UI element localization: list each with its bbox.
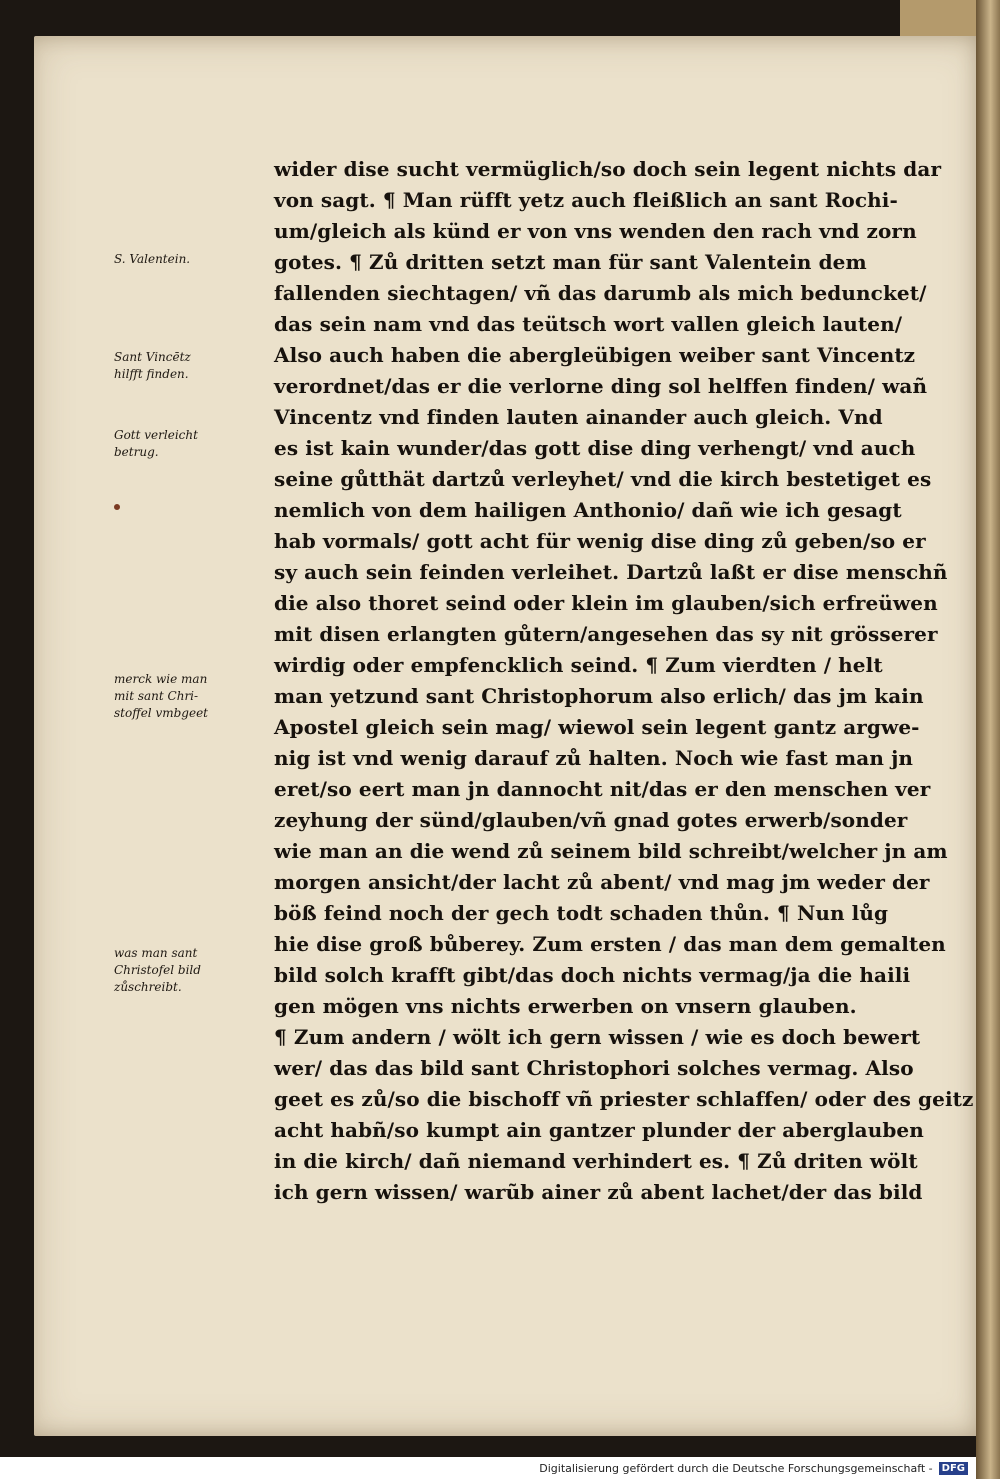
text-line: gotes. ¶ Zů dritten setzt man für sant Valentein dem xyxy=(274,250,867,274)
text-line: nig ist vnd wenig darauf zů halten. Noch wie fast man jn xyxy=(274,746,914,770)
text-line: Apostel gleich sein mag/ wiewol sein legent gantz argwe- xyxy=(274,715,920,739)
text-line: um/gleich als künd er von vns wenden den rach vnd zorn xyxy=(274,219,917,243)
text-line: fallenden siechtagen/ vñ das darumb als mich beduncket/ xyxy=(274,281,927,305)
main-text-block xyxy=(274,154,994,1208)
text-line: seine gůtthät dartzů verleyhet/ vnd die kirch bestetiget es xyxy=(274,467,932,491)
text-line: nemlich von dem hailigen Anthonio/ dañ wie ich gesagt xyxy=(274,498,902,522)
text-line: hie dise groß bůberey. Zum ersten / das man dem gemalten xyxy=(274,932,946,956)
ink-spot xyxy=(114,504,120,510)
text-line: von sagt. ¶ Man rüfft yetz auch fleißlich an sant Rochi- xyxy=(274,188,898,212)
text-line: man yetzund sant Christophorum also erlich/ das jm kain xyxy=(274,684,924,708)
text-line: eret/so eert man jn dannocht nit/das er den menschen ver xyxy=(274,777,931,801)
text-line: ¶ Zum andern / wölt ich gern wissen / wie es doch bewert xyxy=(274,1025,921,1049)
margin-note-bild: was man sant Christofel bild zůschreibt. xyxy=(114,946,201,994)
text-line: Vincentz vnd finden lauten ainander auch gleich. Vnd xyxy=(274,405,883,429)
text-line: sy auch sein feinden verleihet. Dartzů laßt er dise menschñ xyxy=(274,560,948,584)
text-line: hab vormals/ gott acht für wenig dise ding zů geben/so er xyxy=(274,529,926,553)
text-line: in die kirch/ dañ niemand verhindert es. ¶ Zů driten wölt xyxy=(274,1149,918,1173)
text-line: es ist kain wunder/das gott dise ding verhengt/ vnd auch xyxy=(274,436,916,460)
margin-note-valentein: S. Valentein. xyxy=(114,252,191,266)
margin-note-vincentz: Sant Vincētz hilfft finden. xyxy=(114,350,191,381)
text-line: ich gern wissen/ warũb ainer zů abent lachet/der das bild xyxy=(274,1180,923,1204)
text-line: wider dise sucht vermüglich/so doch sein legent nichts dar xyxy=(274,157,942,181)
margin-note-betrug: Gott verleicht betrug. xyxy=(114,428,198,459)
text-line: mit disen erlangten gůtern/angesehen das sy nit grösserer xyxy=(274,622,938,646)
text-line: bild solch krafft gibt/das doch nichts vermag/ja die haili xyxy=(274,963,911,987)
text-line: böß feind noch der gech todt schaden thůn. ¶ Nun lůg xyxy=(274,901,889,925)
document-page xyxy=(34,36,984,1436)
text-line: das sein nam vnd das teütsch wort vallen gleich lauten/ xyxy=(274,312,903,336)
text-line: morgen ansicht/der lacht zů abent/ vnd mag jm weder der xyxy=(274,870,930,894)
footer-bar xyxy=(0,1457,976,1479)
text-line: wirdig oder empfencklich seind. ¶ Zum vierdten / helt xyxy=(274,653,883,677)
footer-credit: Digitalisierung gefördert durch die Deutsche Forschungsgemeinschaft - xyxy=(539,1461,933,1475)
text-line: wer/ das das bild sant Christophori solches vermag. Also xyxy=(274,1056,914,1080)
text-line: geet es zů/so die bischoff vñ priester schlaffen/ oder des geitz xyxy=(274,1087,974,1111)
dfg-logo: DFG xyxy=(939,1462,968,1475)
text-line: gen mögen vns nichts erwerben on vnsern glauben. xyxy=(274,994,857,1018)
text-line: Also auch haben die abergleübigen weiber sant Vincentz xyxy=(274,343,916,367)
book-edge-right xyxy=(976,0,1000,1479)
text-line: zeyhung der sünd/glauben/vñ gnad gotes erwerb/sonder xyxy=(274,808,908,832)
text-line: die also thoret seind oder klein im glauben/sich erfreüwen xyxy=(274,591,938,615)
text-line: wie man an die wend zů seinem bild schreibt/welcher jn am xyxy=(274,839,948,863)
text-line: acht habñ/so kumpt ain gantzer plunder der aberglauben xyxy=(274,1118,924,1142)
text-line: verordnet/das er die verlorne ding sol helffen finden/ wañ xyxy=(274,374,928,398)
margin-note-christoffel: merck wie man mit sant Chri- stoffel vmbgeet xyxy=(114,672,209,720)
